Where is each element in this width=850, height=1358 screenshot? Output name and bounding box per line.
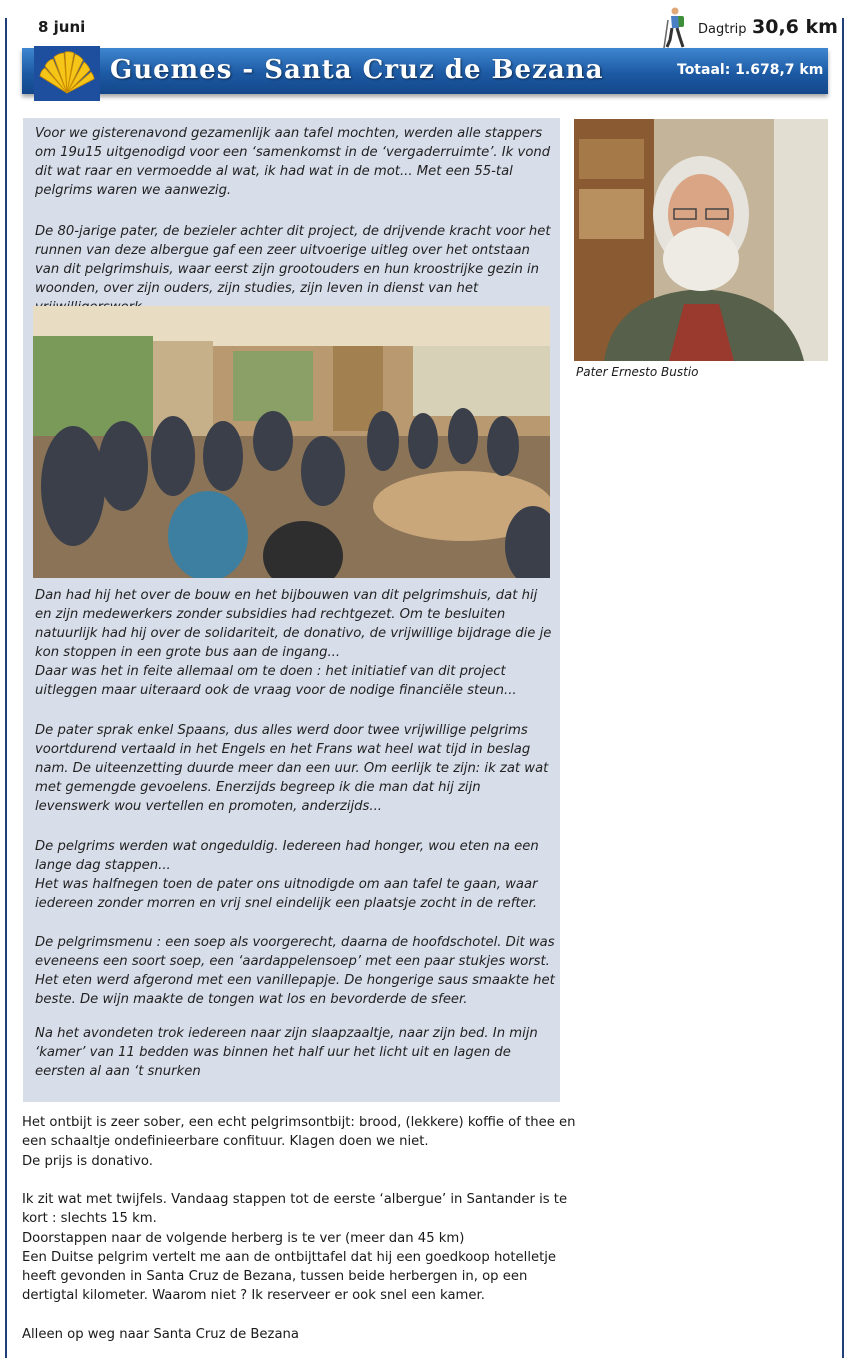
total-distance: Totaal: 1.678,7 km xyxy=(677,62,824,78)
body-paragraph-1 xyxy=(22,1113,582,1171)
dagtrip-label: Dagtrip xyxy=(698,22,747,37)
scallop-shell-icon xyxy=(34,46,100,101)
dagtrip-distance: 30,6 km xyxy=(752,16,838,38)
story-paragraph-4: Daar was het in feite allemaal om te doen : het initiatief van dit project uitleggen maar uiteraard ook de vraag voor de nodige financiële steun... xyxy=(35,664,517,698)
story-paragraph-3: Dan had hij het over de bouw en het bijbouwen van dit pelgrimshuis, dat hij en zijn medewerkers zonder subsidies had rechtgezet. Om te besluiten natuurlijk had hij over de solidariteit, de donativo, de vrijwillige bijdrage die je kon stoppen in een grote bus aan de ingang... xyxy=(35,588,552,660)
story-paragraph-1: Voor we gisterenavond gezamenlijk aan tafel mochten, werden alle stappers om 19u15 uitgenodigd voor een ‘samenkomst in de ‘vergaderruimte’. Ik vond dit wat raar en vermoedde al wat, ik had wat in de mot... Met een 55-tal pelgrims waren we aanwezig. xyxy=(35,126,551,198)
body-paragraph-3: Alleen op weg naar Santa Cruz de Bezana xyxy=(22,1327,299,1342)
story-paragraph-5: De pater sprak enkel Spaans, dus alles werd door twee vrijwillige pelgrims voortdurend vertaald in het Engels en het Frans wat heel wat tijd in beslag nam. De uiteenzetting duurde meer dan een uur. Om eerlijk te zijn: ik zat wat met gemengde gevoelens. Enerzijds begreep ik die man dat hij zijn levenswerk wou vertellen en promoten, anderzijds... xyxy=(35,723,549,814)
left-frame-line xyxy=(5,18,7,1358)
page-title: Guemes - Santa Cruz de Bezana xyxy=(110,55,604,85)
group-meeting-photo xyxy=(33,306,550,578)
portrait-caption: Pater Ernesto Bustio xyxy=(576,365,699,379)
body-paragraph-2-text: Ik zit wat met twijfels. Vandaag stappen tot de eerste ‘albergue’ in Santander is te kort : slechts 15 km. Doorstappen naar de volgende herberg is te ver (meer dan 45 km) Een Duitse pelgrim vertelt me aan de ontbijttafel dat hij een goedkoop hotelletje heeft gevonden in Santa Cruz de Bezana, tussen beide herbergen in, op een dertigtal kilometer. Waarom niet ? Ik reserveer er ook snel een kamer. xyxy=(22,1192,568,1304)
priest-portrait-photo xyxy=(574,119,828,361)
right-frame-line xyxy=(842,18,844,1358)
story-paragraph-2: De 80-jarige pater, de bezieler achter dit project, de drijvende kracht voor het runnen van deze albergue gaf een zeer uitvoerige uitleg over het ontstaan van dit pelgrimshuis, waar eerst zijn grootouders en hun kroostrijke gezin in woonden, over zijn ouders, zijn studies, zijn leven in dienst van het xyxy=(35,224,551,296)
body-paragraph-1-text: Het ontbijt is zeer sober, een echt pelgrimsontbijt: brood, (lekkere) koffie of thee en een schaaltje ondefinieerbare confituur. Klagen doen we niet. De prijs is donativo. xyxy=(22,1115,576,1169)
story-paragraph-8: De pelgrimsmenu : een soep als voorgerecht, daarna de hoofdschotel. Dit was eveneens een soort soep, een ‘aardappelensoep’ met een paar stukjes worst. Het eten werd afgerond met een vanillepapje. De hongerige saus smaakte het beste. De wijn maakte de tongen wat los en bevorderde de sfeer. xyxy=(35,935,555,1007)
hiker-icon xyxy=(660,6,690,50)
story-paragraph-6: De pelgrims werden wat ongeduldig. Iedereen had honger, wou eten na een lange dag stappen... xyxy=(35,839,539,873)
date-label: 8 juni xyxy=(38,18,86,36)
story-paragraph-9: Na het avondeten trok iedereen naar zijn slaapzaaltje, naar zijn bed. In mijn ‘kamer’ van 11 bedden was binnen het half uur het licht uit en lagen de eersten al aan ‘t snurken xyxy=(35,1026,538,1079)
story-paragraph-7: Het was halfnegen toen de pater ons uitnodigde om aan tafel te gaan, waar iedereen zonder morren en vrij snel eindelijk een plaatsje zocht in de refter. xyxy=(35,877,538,911)
body-paragraph-2 xyxy=(22,1190,582,1306)
